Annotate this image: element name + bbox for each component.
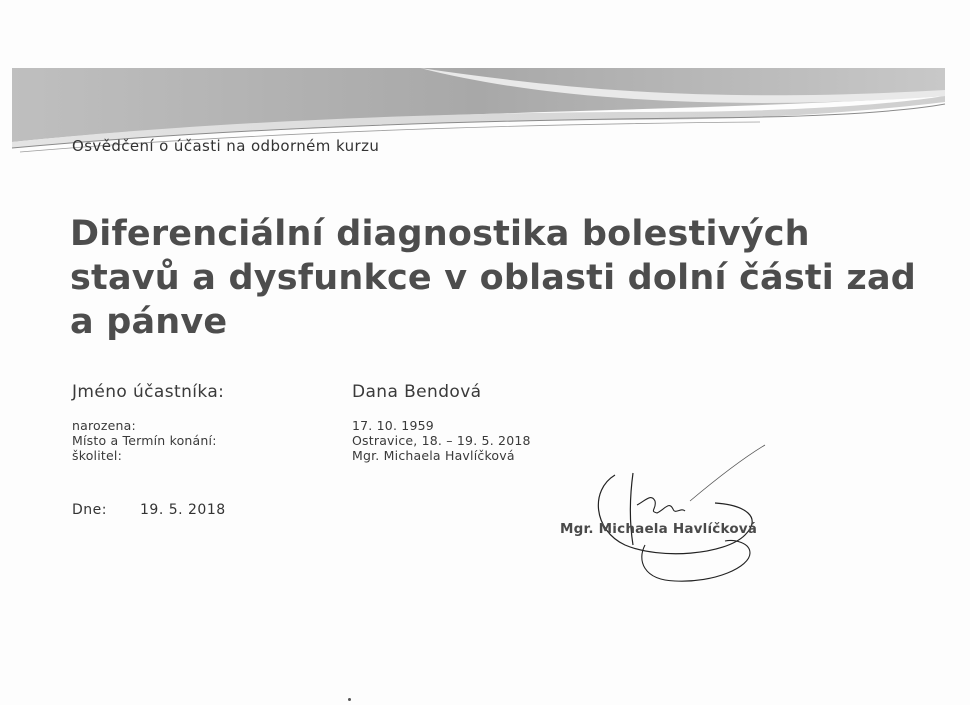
trainer-label: školitel: — [72, 448, 122, 463]
place-date-value: Ostravice, 18. – 19. 5. 2018 — [352, 433, 531, 448]
birth-value: 17. 10. 1959 — [352, 418, 434, 433]
participant-label: Jméno účastníka: — [72, 382, 225, 402]
date-value: 19. 5. 2018 — [140, 502, 226, 518]
detail-values — [352, 418, 531, 463]
trainer-value: Mgr. Michaela Havlíčková — [352, 448, 515, 463]
certificate-subtitle: Osvědčení o účasti na odborném kurzu — [72, 137, 380, 155]
birth-label: narozena: — [72, 418, 136, 433]
place-date-label: Místo a Termín konání: — [72, 433, 217, 448]
handwritten-signature — [585, 435, 775, 595]
course-title: Diferenciální diagnostika bolestivých stavů a dysfunkce v oblasti dolní části zad a pánve — [70, 214, 917, 342]
date-label: Dne: — [72, 502, 107, 518]
participant-name: Dana Bendová — [352, 382, 482, 402]
detail-labels — [72, 418, 217, 463]
signer-name: Mgr. Michaela Havlíčková — [560, 521, 758, 537]
scan-speck — [348, 698, 351, 701]
